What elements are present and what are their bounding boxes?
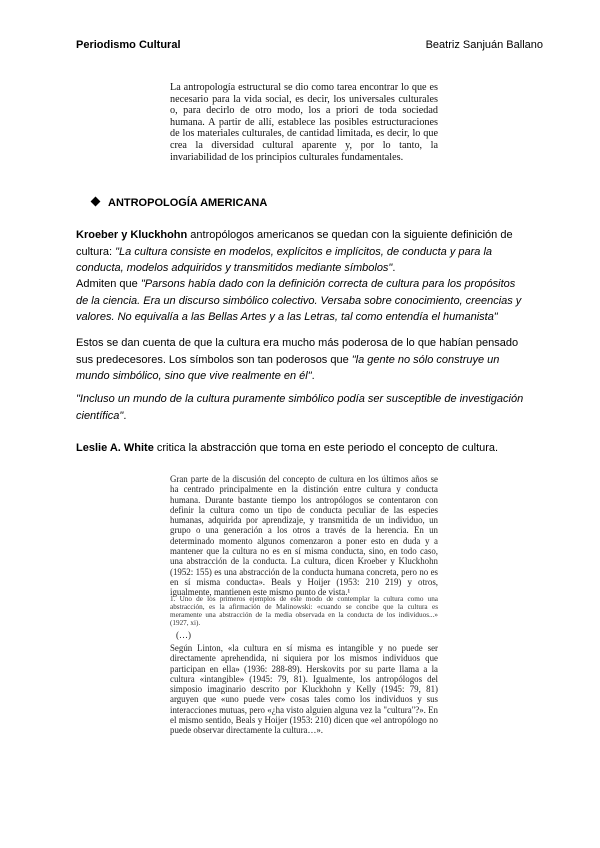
author-name: Kroeber y Kluckhohn [76,229,188,241]
paragraph-white [76,440,530,457]
paragraph-scientific [76,391,530,424]
paragraph-text: Admiten que [76,278,141,290]
paragraph-end: . [123,409,127,422]
paragraph-parsons [76,276,530,326]
scanned-excerpt-linton: Según Linton, «la cultura en sí misma es intangible y no puede ser directamente aprehendida, ni siquiera por los mismos individuos que participan en ella» (1936: 288-89). Herskovits por su parte llama a la cultura «intangible» (1945: 79, 81). Igualmente, los antropólogos del simposio imaginario descrito por Kluckhohn y Kelly (1945: 79, 81) arguyen que «uno puede ver» cosas tales como los individuos y sus interacciones mutuas, pero «¿ha visto alguien alguna vez la "cultura"?». En el mismo sentido, Beals y Hoijer (1953: 210) dicen que «el antropólogo no puede observar directamente la cultura…». [170,643,438,736]
paragraph-text: antropólogos americanos se quedan con la siguiente definición de cultura: [76,229,513,258]
quote: "La cultura consiste en modelos, explícitos e implícitos, de conducta y para la conducta, modelos adquiridos y transmitidos mediante símbolos" [76,245,493,274]
paragraph-text: critica la abstracción que toma en este periodo el concepto de cultura. [153,442,499,454]
paragraph-text: Estos se dan cuenta de que la cultura era mucho más poderosa de lo que habían pensado sus predecesores. Los símbolos son tan poderosos que [76,337,519,366]
quote: "la gente no sólo construye un mundo simbólico, sino que vive realmente en él" [76,353,500,382]
diamond-bullet-icon [91,197,101,207]
quote: "Incluso un mundo de la cultura puramente simbólico podía ser susceptible de investigación científica" [76,393,524,422]
header-left: Periodismo Cultural [76,39,181,51]
quote: "Parsons había dado con la definición correcta de cultura para los propósitos de la ciencia. Era un discurso simbólico colectivo. Versaba sobre conocimiento, creencias y valores. No equivalía a las Bellas Artes y a las Letras, tal como entendía el humanista" [76,278,522,323]
paragraph-kroeber [76,227,530,277]
scanned-excerpt-white: Gran parte de la discusión del concepto de cultura en los últimos años se ha centrado principalmente en la distinción entre cultura y conducta humana. Durante bastante tiempo los antropólogos se contentaron con definir la cultura como un tipo de conducta peculiar de las especies humanas, adquirida por aprendizaje, y transmitida de un individuo, un grupo o una generación a los otros a través de la herencia. En un determinado momento algunos comenzaron a poner esto en duda y a mantener que la cultura no es en sí misma conducta, sino, en todo caso, una abstracción de la conducta. La cultura, dicen Kroeber y Kluckhohn (1952: 155) es una abstracción de la conducta humana concreta, pero no es en sí misma conducta». Beals y Hoijer (1953: 210 219) y otros, igualmente, mantienen este mismo punto de vista.¹ [170,474,438,598]
scanned-footnote: 1. Uno de los primeros ejemplos de este modo de contemplar la cultura como una abstracción, es la afirmación de Malinowski: «cuando se concibe que la cultura es meramente una abstracción de la media observada en la conducta de los individuos...» (1927, xi). [170,595,438,627]
section-heading [92,197,267,209]
ellipsis: (…) [176,630,191,640]
scanned-excerpt-structural: La antropología estructural se dio como tarea encontrar lo que es necesario para la vida social, es decir, los universales culturales o, para decirlo de otro modo, los a priori de toda sociedad humana. A partir de allí, establece las posibles estructuraciones de los materiales culturales, de cantidad limitada, es decir, lo que crea la diversidad cultural aparente y, por lo tanto, la invariabilidad de los principios culturales fundamentales. [170,82,438,163]
section-title: ANTROPOLOGÍA AMERICANA [108,197,268,209]
paragraph-symbols [76,335,530,385]
paragraph-end: . [392,262,396,274]
header-right: Beatriz Sanjuán Ballano [425,39,543,51]
paragraph-end: . [311,370,315,382]
author-name: Leslie A. White [76,442,154,454]
